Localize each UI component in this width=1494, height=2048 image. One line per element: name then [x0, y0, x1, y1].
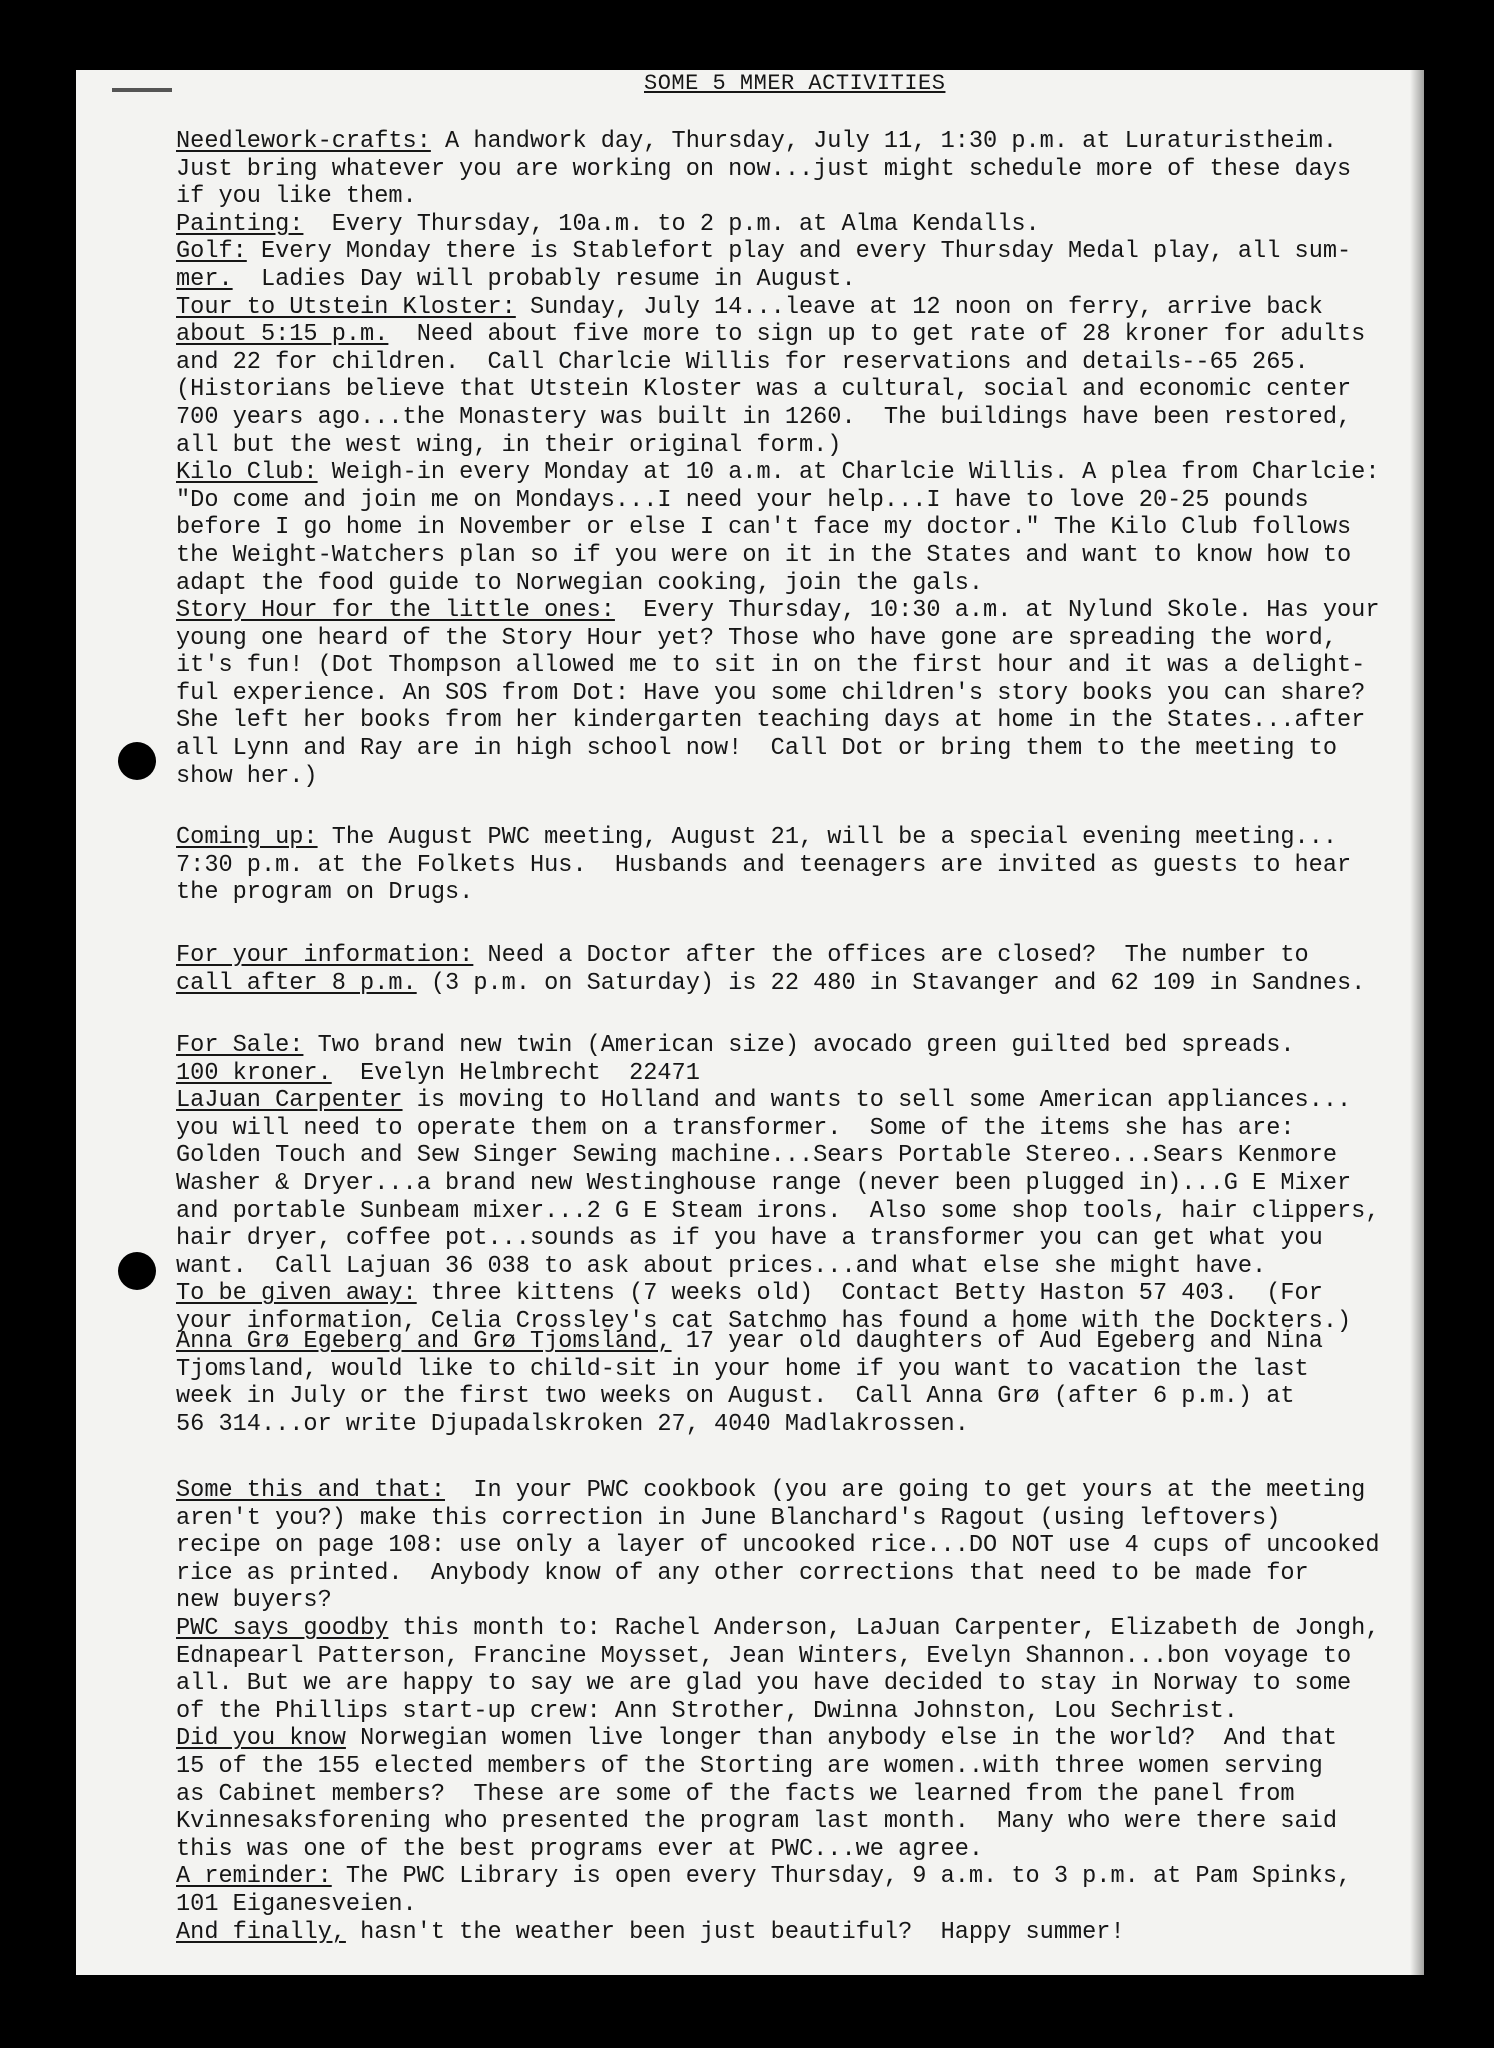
line-text: 7:30 p.m. at the Folkets Hus. Husbands and teenagers are invited as guests to hear [176, 851, 1352, 879]
text-line [176, 1356, 1323, 1384]
underlined-label: And finally, [176, 1918, 346, 1946]
line-text: Sunday, July 14...leave at 12 noon on ferry, arrive back [515, 293, 1323, 321]
line-text: Every Monday there is Stablefort play and every Thursday Medal play, all sum- [246, 238, 1352, 266]
line-text: The PWC Library is open every Thursday, 9 a.m. to 3 p.m. at Pam Spinks, [331, 1863, 1352, 1891]
line-text: "Do come and join me on Mondays...I need your help...I have to love 20-25 pounds [176, 486, 1309, 514]
underlined-label: about 5:15 p.m. [176, 321, 389, 349]
underlined-label: Painting: [176, 210, 304, 238]
document-content [176, 70, 1380, 1946]
text-line [176, 970, 1365, 998]
text-line [176, 1477, 1380, 1505]
line-text: all. But we are happy to say we are glad you have decided to stay in Norway to some [176, 1670, 1352, 1698]
text-line [176, 1087, 1379, 1115]
text-line [176, 404, 1380, 432]
line-text: want. Call Lajuan 36 038 to ask about prices...and what else she might have. [176, 1252, 1267, 1280]
line-text: all Lynn and Ray are in high school now! Call Dot or bring them to the meeting to [176, 735, 1338, 763]
text-line [176, 211, 1380, 239]
line-text: your information, Celia Crossley's cat Satchmo has found a home with the Dockters.) [176, 1307, 1352, 1335]
text-line [176, 735, 1380, 763]
text-line [176, 1836, 1380, 1864]
text-line [176, 652, 1380, 680]
line-text: recipe on page 108: use only a layer of uncooked rice...DO NOT use 4 cups of uncooked [176, 1532, 1380, 1560]
text-line [176, 1863, 1380, 1891]
text-line [176, 1615, 1380, 1643]
line-text: Norwegian women live longer than anybody else in the world? And that [345, 1725, 1338, 1753]
underlined-label: 100 kroner. [176, 1059, 332, 1087]
line-text: rice as printed. Anybody know of any other corrections that need to be made for [176, 1559, 1309, 1587]
text-line [176, 1781, 1380, 1809]
line-text: Golden Touch and Sew Singer Sewing machine...Sears Portable Stereo...Sears Kenmore [176, 1142, 1338, 1170]
text-line [176, 625, 1380, 653]
text-line [176, 487, 1380, 515]
line-text: aren't you?) make this correction in June Blanchard's Ragout (using leftovers) [176, 1504, 1281, 1532]
underlined-label: call after 8 p.m. [176, 969, 417, 997]
underlined-label: Golf: [176, 238, 247, 266]
underlined-label: Kilo Club: [176, 459, 318, 487]
text-line [176, 294, 1380, 322]
underlined-label: For Sale: [176, 1032, 304, 1059]
text-line [176, 707, 1380, 735]
line-text: 101 Eiganesveien. [176, 1890, 417, 1918]
line-text: before I go home in November or else I can't face my doctor." The Kilo Club follows [176, 514, 1352, 542]
line-text: adapt the food guide to Norwegian cooking, join the gals. [176, 569, 984, 597]
text-line [176, 376, 1380, 404]
line-text: Two brand new twin (American size) avocado green guilted bed spreads. [303, 1032, 1295, 1059]
line-text: A handwork day, Thursday, July 11, 1:30 p.m. at Luraturistheim. [430, 128, 1338, 155]
underlined-label: mer. [176, 265, 233, 293]
text-line [176, 1280, 1379, 1308]
underlined-label: For your information: [176, 942, 474, 969]
line-text: the Weight-Watchers plan so if you were on it in the States and want to know how to [176, 541, 1352, 569]
text-line [176, 597, 1380, 625]
line-text: Washer & Dryer...a brand new Westinghouse range (never been plugged in)...G E Mixer [176, 1169, 1352, 1197]
text-line [176, 680, 1380, 708]
section-this-and-that [176, 1477, 1380, 1946]
text-line [176, 852, 1351, 880]
document-title: SOME 5 MMER ACTIVITIES [644, 71, 946, 96]
text-line [176, 570, 1380, 598]
text-line [176, 1587, 1380, 1615]
underlined-label: Tour to Utstein Kloster: [176, 293, 516, 321]
document-page [76, 70, 1424, 1975]
line-text: you will need to operate them on a transformer. Some of the items she has are: [176, 1114, 1295, 1142]
text-line [176, 1753, 1380, 1781]
text-line [176, 1198, 1379, 1226]
line-text: this month to: Rachel Anderson, LaJuan Carpenter, Elizabeth de Jongh, [388, 1614, 1380, 1642]
line-text: Evelyn Helmbrecht 22471 [331, 1059, 700, 1087]
line-text: (3 p.m. on Saturday) is 22 480 in Stavanger and 62 109 in Sandnes. [416, 969, 1366, 997]
text-line [176, 1411, 1323, 1439]
underlined-label: To be given away: [176, 1280, 417, 1308]
text-line [176, 1725, 1380, 1753]
text-line [176, 349, 1380, 377]
line-text: of the Phillips start-up crew: Ann Strother, Dwinna Johnston, Lou Sechrist. [176, 1697, 1238, 1725]
line-text: hair dryer, coffee pot...sounds as if you have a transformer you can get what you [176, 1225, 1323, 1253]
line-text: Need about five more to sign up to get rate of 28 kroner for adults [388, 321, 1366, 349]
text-line [176, 824, 1351, 852]
line-text: hasn't the weather been just beautiful? Happy summer! [345, 1918, 1125, 1946]
underlined-label: Coming up: [176, 824, 318, 851]
text-line [176, 1891, 1380, 1919]
line-text: The August PWC meeting, August 21, will be a special evening meeting... [317, 824, 1338, 851]
text-line [176, 1808, 1380, 1836]
underlined-label: Did you know [176, 1725, 346, 1753]
line-text: Just bring whatever you are working on now...just might schedule more of these days [176, 155, 1352, 183]
text-line [176, 763, 1380, 791]
text-line [176, 1253, 1379, 1281]
section-coming-up [176, 824, 1351, 907]
punch-hole [118, 1252, 156, 1290]
underlined-label: A reminder: [176, 1863, 332, 1891]
line-text: Kvinnesaksforening who presented the program last month. Many who were there said [176, 1808, 1338, 1836]
text-line [176, 1383, 1323, 1411]
scan-mark [112, 88, 172, 92]
text-line [176, 1115, 1379, 1143]
line-text: Tjomsland, would like to child-sit in your home if you want to vacation the last [176, 1355, 1309, 1383]
section-information [176, 942, 1365, 997]
text-line [176, 879, 1351, 907]
line-text: 15 of the 155 elected members of the Storting are women..with three women serving [176, 1752, 1323, 1780]
line-text: young one heard of the Story Hour yet? Those who have gone are spreading the word, [176, 624, 1338, 652]
line-text: Weigh-in every Monday at 10 a.m. at Charlcie Willis. A plea from Charlcie: [317, 459, 1380, 487]
underlined-label: Anna Grø Egeberg and Grø Tjomsland, [176, 1328, 672, 1355]
underlined-label: Some this and that: [176, 1477, 446, 1504]
text-line [176, 1643, 1380, 1671]
underlined-label: Needlework-crafts: [176, 128, 431, 155]
text-line [176, 1060, 1379, 1088]
text-line [176, 942, 1365, 970]
text-line [176, 1560, 1380, 1588]
text-line [176, 432, 1380, 460]
line-text: the program on Drugs. [176, 879, 474, 907]
line-text: Every Thursday, 10:30 a.m. at Nylund Skole. Has your [614, 597, 1380, 625]
line-text: all but the west wing, in their original form.) [176, 431, 842, 459]
text-line [176, 459, 1380, 487]
text-line [176, 1919, 1380, 1947]
text-line [176, 1225, 1379, 1253]
text-line [176, 238, 1380, 266]
underlined-label: Story Hour for the little ones: [176, 597, 615, 625]
section-child-sitting [176, 1328, 1323, 1438]
text-line [176, 1328, 1323, 1356]
line-text: and portable Sunbeam mixer...2 G E Steam irons. Also some shop tools, hair clippers, [176, 1197, 1380, 1225]
line-text: show her.) [176, 762, 318, 790]
line-text: Ladies Day will probably resume in August. [232, 265, 856, 293]
text-line [176, 1698, 1380, 1726]
line-text: week in July or the first two weeks on August. Call Anna Grø (after 6 p.m.) at [176, 1383, 1295, 1411]
line-text: Every Thursday, 10a.m. to 2 p.m. at Alma Kendalls. [303, 210, 1040, 238]
text-line [176, 1670, 1380, 1698]
line-text: 700 years ago...the Monastery was built in 1260. The buildings have been restored, [176, 403, 1352, 431]
line-text: this was one of the best programs ever at PWC...we agree. [176, 1835, 984, 1863]
section-for-sale [176, 1032, 1379, 1336]
line-text: if you like them. [176, 183, 417, 211]
text-line [176, 183, 1380, 211]
line-text: Need a Doctor after the offices are closed? The number to [473, 942, 1309, 969]
text-line [176, 1142, 1379, 1170]
text-line [176, 1170, 1379, 1198]
text-line [176, 542, 1380, 570]
punch-hole [118, 742, 156, 780]
line-text: Ednapearl Patterson, Francine Moysset, Jean Winters, Evelyn Shannon...bon voyage to [176, 1642, 1352, 1670]
text-line [176, 266, 1380, 294]
underlined-label: LaJuan Carpenter [176, 1087, 403, 1115]
line-text: it's fun! (Dot Thompson allowed me to sit in on the first hour and it was a delight- [176, 652, 1366, 680]
line-text: is moving to Holland and wants to sell some American appliances... [402, 1087, 1352, 1115]
text-line [176, 1532, 1380, 1560]
line-text: new buyers? [176, 1587, 332, 1615]
line-text: ful experience. An SOS from Dot: Have you some children's story books you can share? [176, 679, 1366, 707]
line-text: In your PWC cookbook (you are going to get yours at the meeting [445, 1477, 1366, 1504]
line-text: as Cabinet members? These are some of the facts we learned from the panel from [176, 1780, 1295, 1808]
text-line [176, 514, 1380, 542]
section-activities [176, 128, 1380, 790]
text-line [176, 128, 1380, 156]
line-text: (Historians believe that Utstein Kloster was a cultural, social and economic center [176, 376, 1352, 404]
text-line [176, 321, 1380, 349]
underlined-label: PWC says goodby [176, 1614, 389, 1642]
text-line [176, 1032, 1379, 1060]
line-text: She left her books from her kindergarten teaching days at home in the States...after [176, 707, 1366, 735]
text-line [176, 156, 1380, 184]
line-text: and 22 for children. Call Charlcie Willis for reservations and details--65 265. [176, 348, 1309, 376]
text-line [176, 1505, 1380, 1533]
line-text: three kittens (7 weeks old) Contact Betty Haston 57 403. (For [416, 1280, 1323, 1308]
line-text: 56 314...or write Djupadalskroken 27, 4040 Madlakrossen. [176, 1410, 969, 1438]
line-text: 17 year old daughters of Aud Egeberg and Nina [671, 1328, 1323, 1355]
